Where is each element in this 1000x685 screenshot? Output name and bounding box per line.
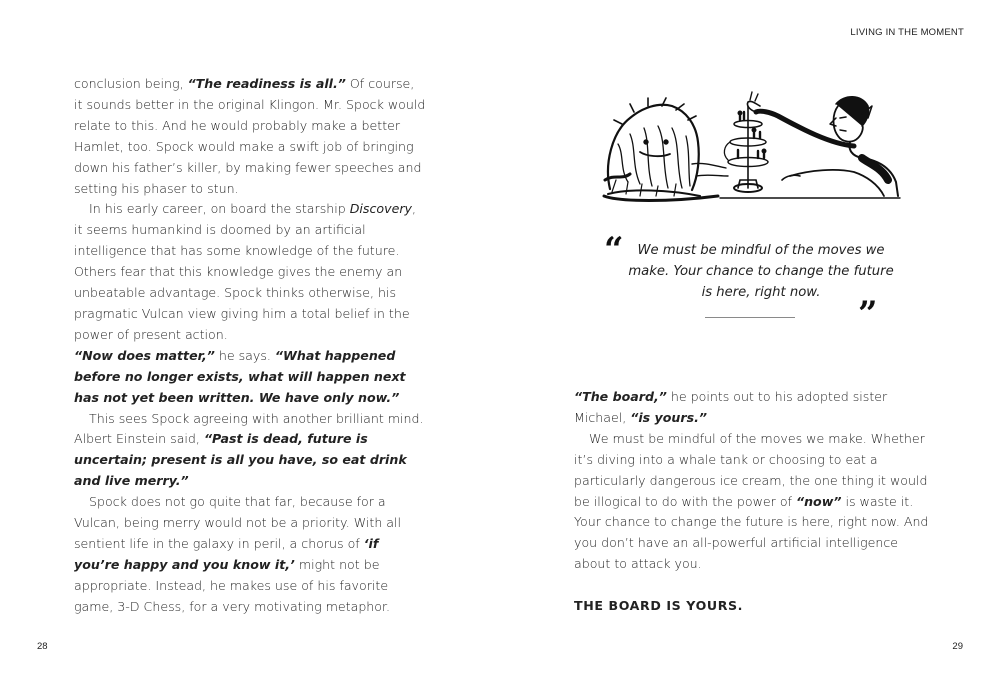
pull-quote-rule [705, 317, 795, 318]
right-page [500, 0, 1000, 685]
quote-emphasis: “The board,” [574, 389, 667, 404]
paragraph [74, 492, 426, 617]
paragraph [74, 409, 426, 493]
close-quote-mark: ” [858, 294, 878, 334]
quote-emphasis: ‘if you’re happy and you know it,’ [74, 535, 379, 572]
spock-figure [720, 92, 900, 198]
text-run: is waste it. Your chance to change the future is here, right now. And you don’t have an all-powerful artificial intelligence about to attack you. [574, 493, 929, 572]
quote-emphasis: “The readiness is all.” [187, 76, 346, 91]
quote-emphasis: “is yours.” [630, 409, 707, 425]
running-head: LIVING IN THE MOMENT [850, 27, 964, 38]
open-quote-mark: “ [604, 230, 624, 270]
text-run: , it seems humankind is doomed by an artificial intelligence that has some knowledge of the future. Others fear that this knowledge gives the enemy an unbeatable advantage. Spock thinks otherwise, his pragmatic Vulcan view giving him a total belief in the power of present action. [74, 201, 416, 342]
paragraph [574, 429, 934, 575]
paragraph [74, 74, 426, 199]
spock-playing-3d-chess-illustration [600, 84, 910, 208]
pull-quote [604, 230, 900, 334]
text-run: might not be appropriate. Instead, he makes use of his favorite game, 3-D Chess, for a very motivating metaphor. [74, 556, 391, 614]
hairy-creature-figure [604, 98, 728, 201]
page-number: 29 [952, 641, 963, 652]
quote-emphasis: “What happened before no longer exists, what will happen next has not yet been written. We have only now.” [74, 347, 406, 405]
ship-name: Discovery [349, 201, 412, 217]
quote-emphasis: “Past is dead, future is uncertain; present is all you have, so eat drink and live merry.” [74, 431, 407, 489]
text-run: Of course, it sounds better in the original Klingon. Mr. Spock would relate to this. And he would probably make a better Hamlet, too. Spock would make a swift job of bringing down his father’s killer, by making fewer speeches and setting his phaser to stun. [74, 76, 426, 196]
page-number: 28 [37, 641, 48, 652]
quote-emphasis: “Now does matter,” [74, 347, 215, 363]
text-run: conclusion being, [74, 76, 188, 91]
pull-quote-text: We must be mindful of the moves we make. Your chance to change the future is here, right now. [628, 243, 894, 300]
text-run: he says. [214, 347, 275, 363]
text-run: Spock does not go quite that far, because for a Vulcan, being merry would not be a priority. With all sentient life in the galaxy in peril, a chorus of [74, 494, 402, 551]
paragraph [74, 346, 426, 409]
left-body-text [74, 74, 426, 618]
3d-chess-board [724, 106, 768, 192]
quote-emphasis: “now” [795, 493, 842, 509]
section-closing-heading: THE BOARD IS YOURS. [574, 598, 744, 614]
paragraph [574, 387, 934, 429]
paragraph [74, 199, 426, 345]
right-body-text [574, 387, 934, 617]
text-run: he points out to his adopted sister Michael, [574, 389, 888, 425]
text-run: In his early career, on board the starship [89, 201, 350, 217]
text-run: This sees Spock agreeing with another brilliant mind. Albert Einstein said, [74, 410, 424, 447]
text-run: We must be mindful of the moves we make. Whether it’s diving into a whale tank or choosing to eat a particularly dangerous ice cream, the one thing it would be illogical to do with the power of [574, 430, 928, 509]
